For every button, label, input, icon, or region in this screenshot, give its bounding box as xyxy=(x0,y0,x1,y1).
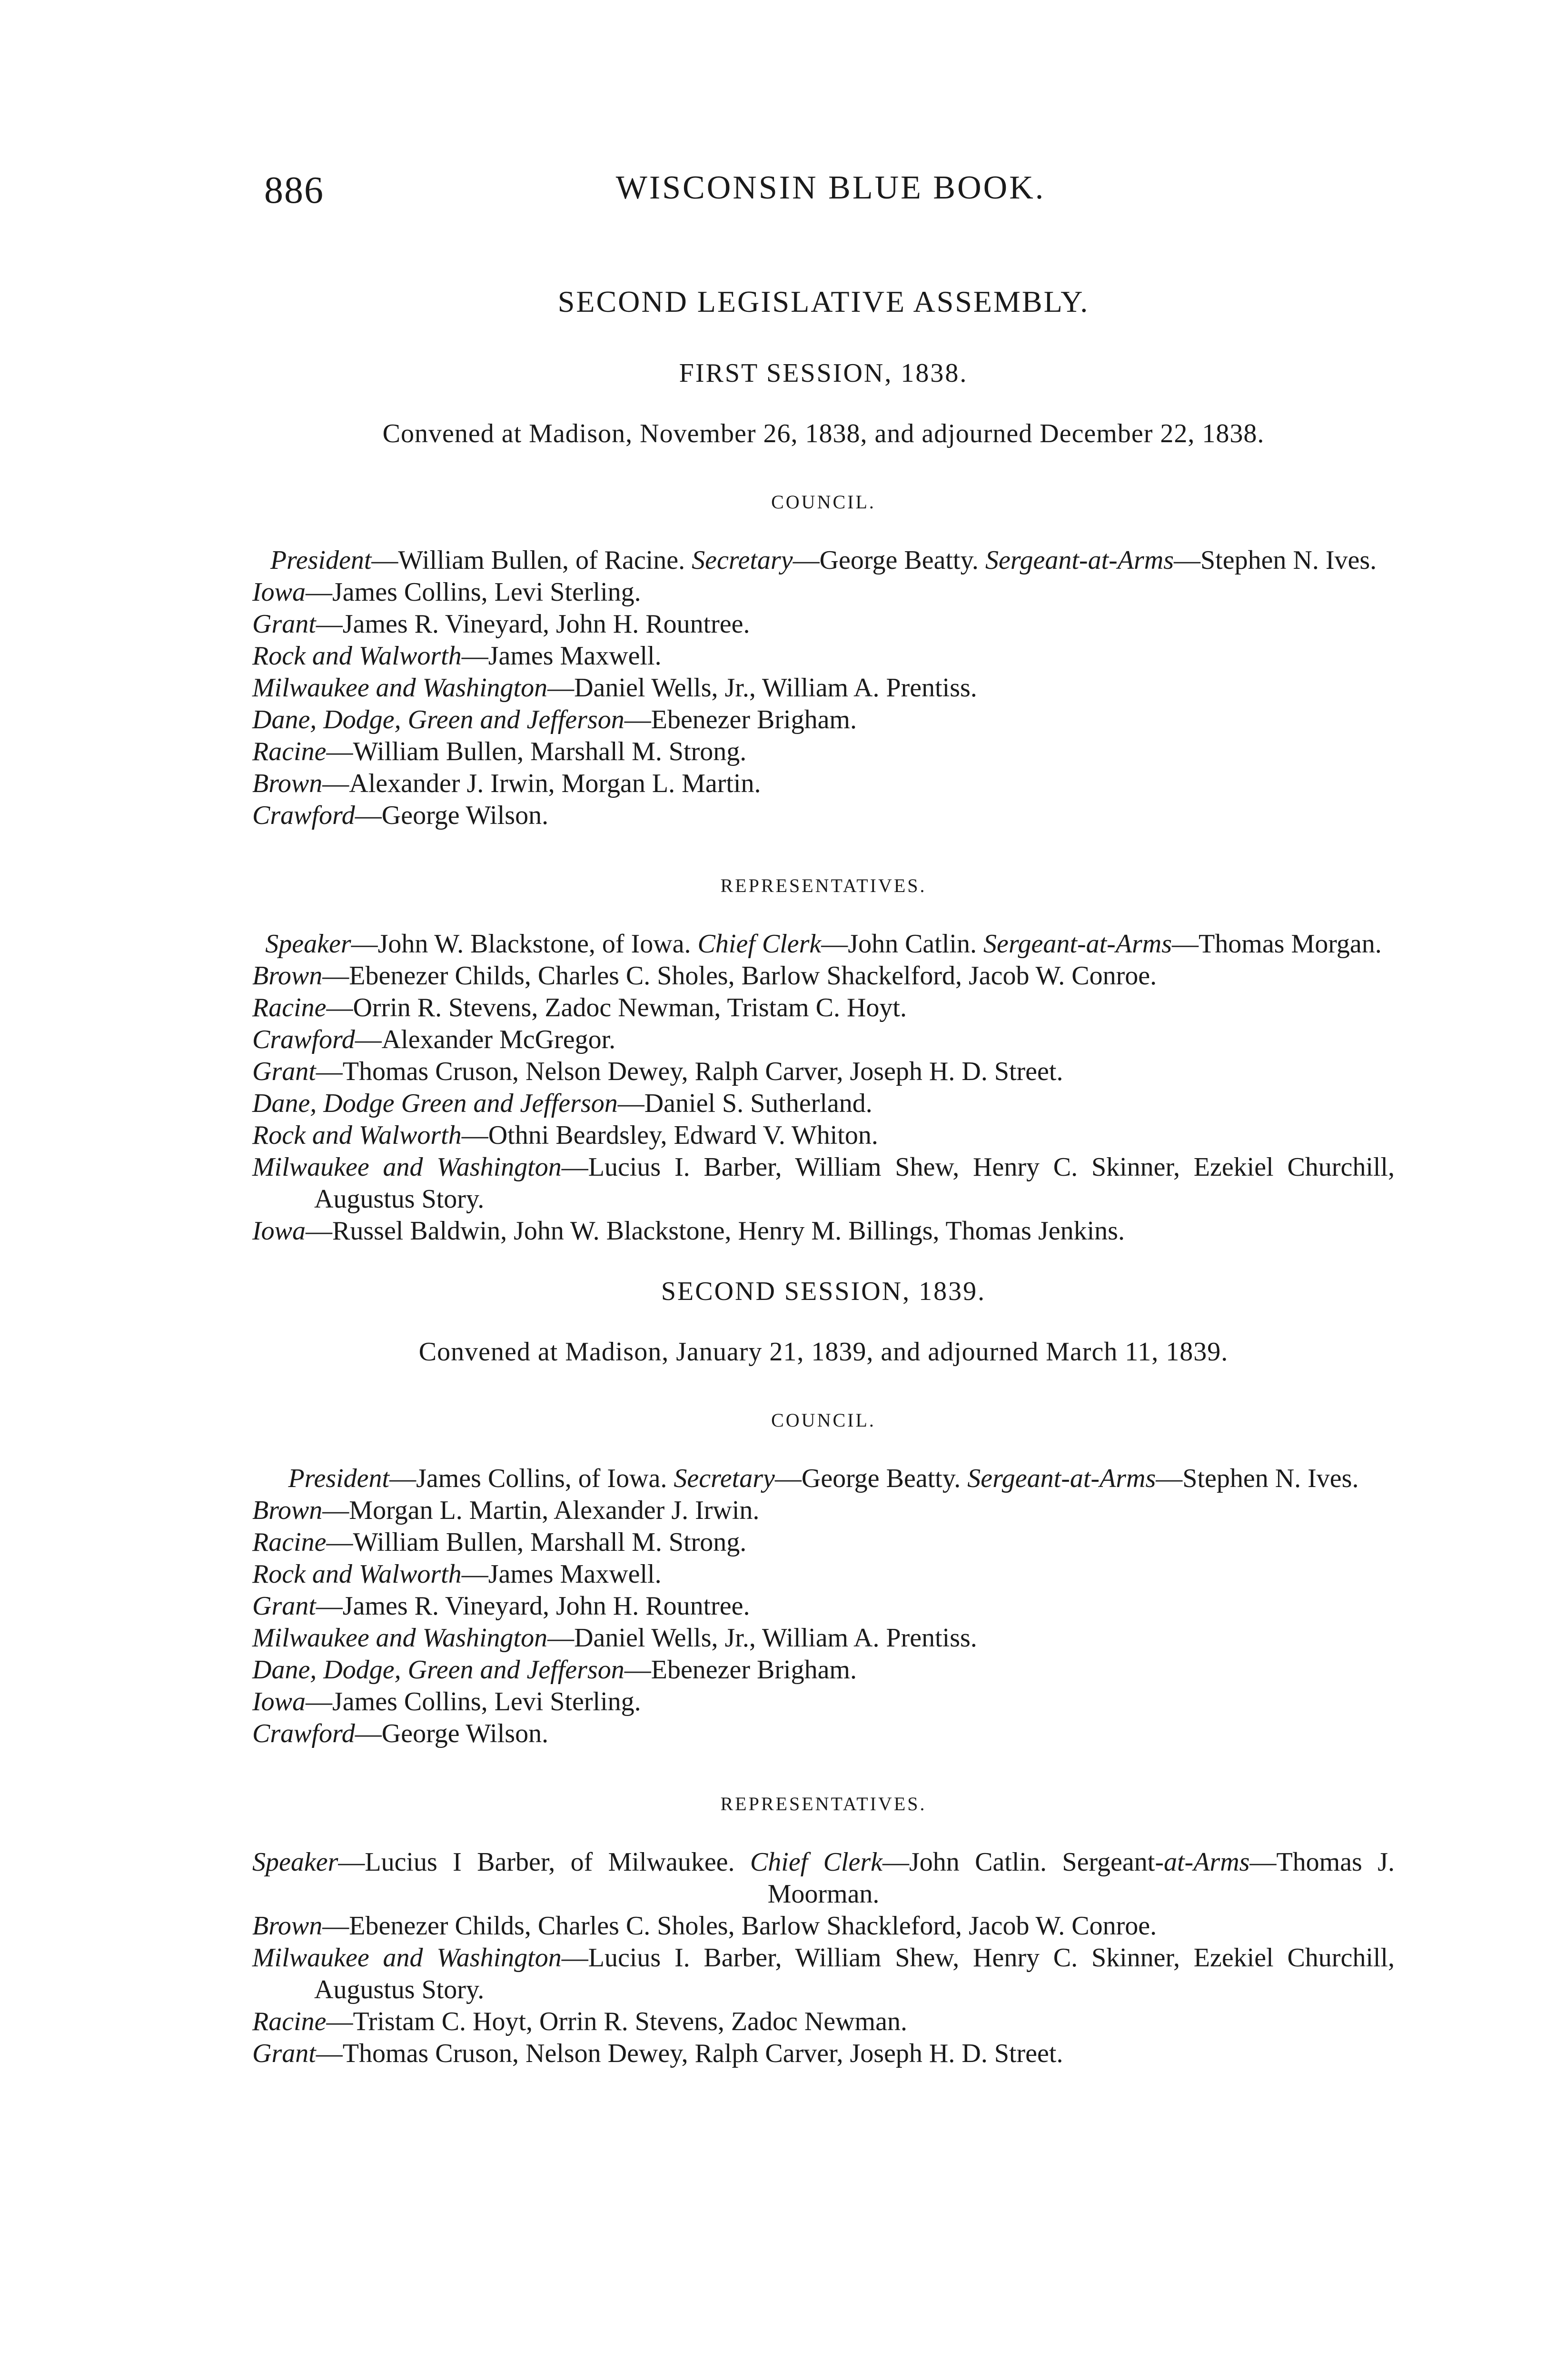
member-names: —William Bullen, Marshall M. Strong. xyxy=(326,1527,747,1557)
member-entry xyxy=(252,1056,1395,1088)
county-label: Iowa xyxy=(252,1216,306,1246)
member-names: —Alexander McGregor. xyxy=(355,1025,616,1054)
county-label: Racine xyxy=(252,1527,327,1557)
officer-name: —William Bullen, of Racine. xyxy=(371,545,692,575)
officer-name: —John Catlin. xyxy=(882,1847,1062,1877)
officer-name: —George Beatty. xyxy=(793,545,985,575)
county-label: Rock and Walworth xyxy=(252,1559,462,1589)
member-names: —Ebenezer Childs, Charles C. Sholes, Barlow Shackleford, Jacob W. Conroe. xyxy=(322,1911,1157,1941)
county-label: Racine xyxy=(252,2007,327,2036)
assembly-title: SECOND LEGISLATIVE ASSEMBLY. xyxy=(557,285,1090,318)
member-names: —James Collins, Levi Sterling. xyxy=(306,577,641,607)
member-names: —Daniel Wells, Jr., William A. Prentiss. xyxy=(547,673,977,703)
county-label: Grant xyxy=(252,1591,316,1621)
member-names: —James R. Vineyard, John H. Rountree. xyxy=(316,609,750,639)
session-second xyxy=(252,1276,1395,2070)
county-label: Racine xyxy=(252,737,327,766)
member-names: —Daniel Wells, Jr., William A. Prentiss. xyxy=(547,1623,977,1653)
member-entry xyxy=(252,1215,1395,1247)
member-entry xyxy=(252,1120,1395,1151)
council-heading: COUNCIL. xyxy=(771,1409,876,1431)
member-names: —James Maxwell. xyxy=(461,1559,662,1589)
county-label: Rock and Walworth xyxy=(252,1121,462,1150)
member-names: —George Wilson. xyxy=(355,801,549,830)
member-entry xyxy=(252,800,1395,832)
officer-name: —Thomas Morgan. xyxy=(1172,929,1382,959)
officer-name: —James Collins, of Iowa. xyxy=(389,1464,674,1493)
county-label: Milwaukee and Washington xyxy=(252,673,548,703)
county-label: Dane, Dodge, Green and Jefferson xyxy=(252,1655,624,1685)
officer-name: —Stephen N. Ives. xyxy=(1174,545,1377,575)
member-entry xyxy=(252,736,1395,768)
officer-title: Speaker xyxy=(265,929,351,959)
representatives-heading: REPRESENTATIVES. xyxy=(720,875,927,896)
officer-name: —George Beatty. xyxy=(774,1464,968,1493)
book-title: WISCONSIN BLUE BOOK. xyxy=(615,169,1046,206)
member-names: —James R. Vineyard, John H. Rountree. xyxy=(316,1591,750,1621)
member-entry xyxy=(252,704,1395,736)
county-label: Milwaukee and Washington xyxy=(252,1623,548,1653)
session-title: FIRST SESSION, 1838. xyxy=(679,358,968,388)
member-entry xyxy=(252,1686,1395,1718)
county-label: Crawford xyxy=(252,801,355,830)
member-names: —Morgan L. Martin, Alexander J. Irwin. xyxy=(322,1496,760,1525)
running-head xyxy=(264,169,1397,217)
county-label: Iowa xyxy=(252,1687,306,1716)
officer-name: —Stephen N. Ives. xyxy=(1156,1464,1359,1493)
member-names: —Othni Beardsley, Edward V. Whiton. xyxy=(461,1121,878,1150)
member-entry xyxy=(252,1942,1395,2006)
session-title: SECOND SESSION, 1839. xyxy=(661,1277,986,1306)
county-label: Brown xyxy=(252,1496,323,1525)
officer-name: —Thomas J. Moorman. xyxy=(767,1847,1395,1909)
representatives-officers xyxy=(252,1846,1395,1910)
member-names: —Lucius I. Barber, William Shew, Henry C. Skinner, Ezekiel Churchill, Augustus Story. xyxy=(314,1943,1395,2004)
member-entry xyxy=(252,1654,1395,1686)
member-entry xyxy=(252,1910,1395,1942)
member-entry xyxy=(252,768,1395,800)
officer-title-plain: Sergeant- xyxy=(1062,1847,1164,1877)
county-label: Dane, Dodge Green and Jefferson xyxy=(252,1089,618,1118)
county-label: Crawford xyxy=(252,1719,355,1748)
page-number: 886 xyxy=(264,169,324,211)
county-label: Racine xyxy=(252,993,327,1022)
officer-title: Secretary xyxy=(674,1464,775,1493)
officer-title: Secretary xyxy=(692,545,793,575)
member-names: —James Collins, Levi Sterling. xyxy=(306,1687,641,1716)
member-entry xyxy=(252,2006,1395,2038)
officer-title: Sergeant-at-Arms xyxy=(985,545,1174,575)
member-names: —Ebenezer Brigham. xyxy=(624,1655,857,1685)
member-names: —Thomas Cruson, Nelson Dewey, Ralph Carver, Joseph H. D. Street. xyxy=(316,1057,1063,1086)
member-entry xyxy=(252,1088,1395,1120)
member-entry xyxy=(252,1495,1395,1527)
county-label: Dane, Dodge, Green and Jefferson xyxy=(252,705,624,734)
council-heading: COUNCIL. xyxy=(771,491,876,513)
member-entry xyxy=(252,1558,1395,1590)
member-entry xyxy=(252,640,1395,672)
member-names: —George Wilson. xyxy=(355,1719,549,1748)
county-label: Milwaukee and Washington xyxy=(252,1943,562,1973)
county-label: Milwaukee and Washington xyxy=(252,1152,562,1182)
member-entry xyxy=(252,960,1395,992)
member-names: —William Bullen, Marshall M. Strong. xyxy=(326,737,747,766)
member-entry xyxy=(252,1151,1395,1215)
council-officers xyxy=(252,1463,1395,1495)
member-entry xyxy=(252,2038,1395,2070)
county-label: Brown xyxy=(252,961,323,991)
member-names: —Thomas Cruson, Nelson Dewey, Ralph Carver, Joseph H. D. Street. xyxy=(316,2039,1063,2068)
officer-title: Speaker xyxy=(252,1847,338,1877)
representatives-officers xyxy=(252,928,1395,960)
county-label: Rock and Walworth xyxy=(252,641,462,671)
officer-name: —John W. Blackstone, of Iowa. xyxy=(351,929,698,959)
member-entry xyxy=(252,992,1395,1024)
county-label: Grant xyxy=(252,1057,316,1086)
officer-name: —Lucius I Barber, of Milwaukee. xyxy=(338,1847,750,1877)
session-convened: Convened at Madison, November 26, 1838, and adjourned December 22, 1838. xyxy=(382,419,1265,448)
member-names: —Lucius I. Barber, William Shew, Henry C. Skinner, Ezekiel Churchill, Augustus Story. xyxy=(314,1152,1395,1214)
county-label: Brown xyxy=(252,769,323,798)
member-names: —Alexander J. Irwin, Morgan L. Martin. xyxy=(322,769,761,798)
member-entry xyxy=(252,1527,1395,1558)
officer-title: Chief Clerk xyxy=(750,1847,883,1877)
officer-title: Sergeant-at-Arms xyxy=(983,929,1172,959)
member-entry xyxy=(252,1590,1395,1622)
officer-title: Chief Clerk xyxy=(697,929,822,959)
member-names: —Russel Baldwin, John W. Blackstone, Henry M. Billings, Thomas Jenkins. xyxy=(306,1216,1125,1246)
county-label: Grant xyxy=(252,2039,316,2068)
member-entry xyxy=(252,1622,1395,1654)
officer-title: President xyxy=(270,545,372,575)
session-convened: Convened at Madison, January 21, 1839, and adjourned March 11, 1839. xyxy=(418,1337,1229,1367)
council-officers xyxy=(252,545,1395,576)
member-names: —James Maxwell. xyxy=(461,641,662,671)
county-label: Crawford xyxy=(252,1025,355,1054)
page-content xyxy=(252,286,1395,2070)
member-names: —Orrin R. Stevens, Zadoc Newman, Tristam C. Hoyt. xyxy=(326,993,907,1022)
member-entry xyxy=(252,608,1395,640)
county-label: Grant xyxy=(252,609,316,639)
member-names: —Ebenezer Brigham. xyxy=(624,705,857,734)
officer-title: at-Arms xyxy=(1163,1847,1250,1877)
officer-name: —John Catlin. xyxy=(821,929,983,959)
member-entry xyxy=(252,1718,1395,1750)
officer-title: Sergeant-at-Arms xyxy=(967,1464,1156,1493)
member-names: —Tristam C. Hoyt, Orrin R. Stevens, Zadoc Newman. xyxy=(326,2007,907,2036)
member-entry xyxy=(252,576,1395,608)
member-names: —Daniel S. Sutherland. xyxy=(617,1089,872,1118)
county-label: Brown xyxy=(252,1911,323,1941)
county-label: Iowa xyxy=(252,577,306,607)
member-names: —Ebenezer Childs, Charles C. Sholes, Barlow Shackelford, Jacob W. Conroe. xyxy=(322,961,1157,991)
representatives-heading: REPRESENTATIVES. xyxy=(720,1793,927,1815)
member-entry xyxy=(252,672,1395,704)
session-first xyxy=(252,357,1395,1247)
member-entry xyxy=(252,1024,1395,1056)
officer-title: President xyxy=(288,1464,390,1493)
